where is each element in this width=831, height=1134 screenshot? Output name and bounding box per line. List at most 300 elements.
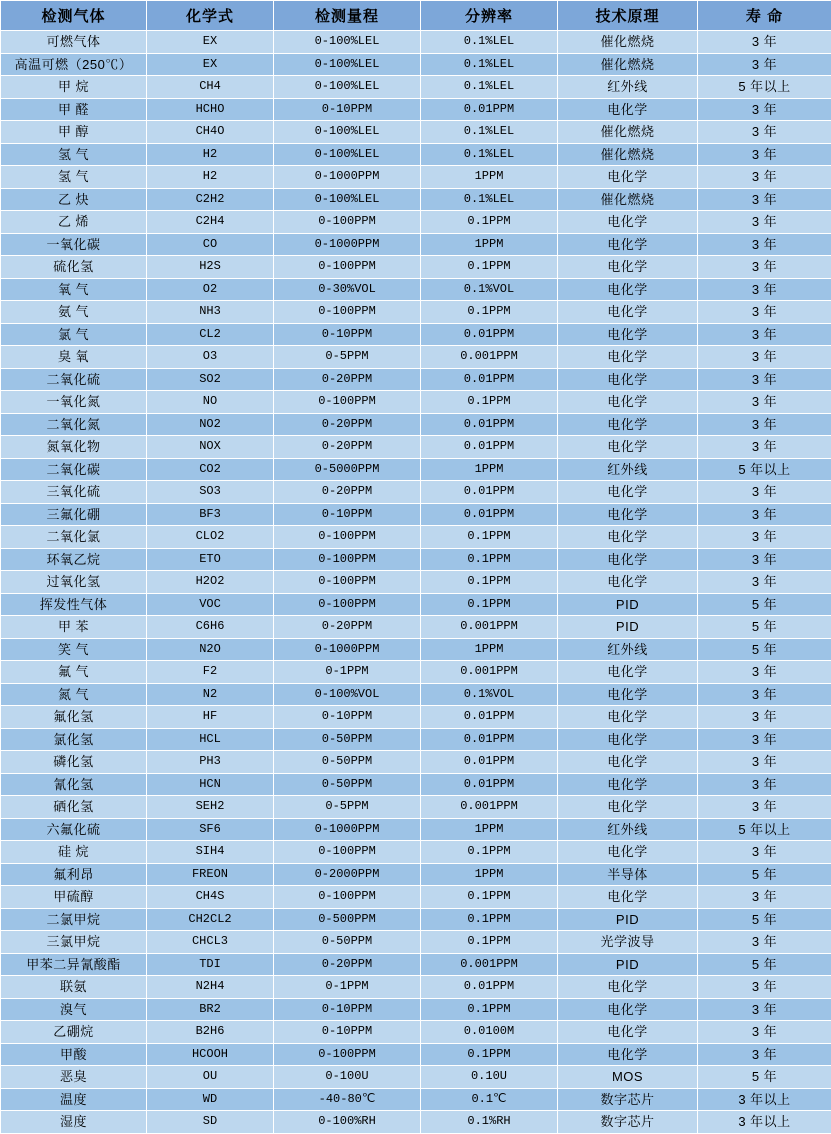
cell-gas: 二氯甲烷 — [1, 908, 147, 931]
cell-lifespan: 5 年 — [698, 616, 831, 639]
table-row — [1, 301, 831, 324]
cell-technology: 电化学 — [558, 503, 698, 526]
cell-lifespan: 5 年 — [698, 593, 831, 616]
cell-lifespan: 3 年 — [698, 796, 831, 819]
cell-gas: 挥发性气体 — [1, 593, 147, 616]
table-row — [1, 98, 831, 121]
cell-gas: 笑 气 — [1, 638, 147, 661]
cell-range: 0-5PPM — [274, 346, 421, 369]
cell-technology: 电化学 — [558, 1043, 698, 1066]
cell-gas: 三氧化硫 — [1, 481, 147, 504]
cell-gas: 氮 气 — [1, 683, 147, 706]
cell-resolution: 0.1%LEL — [421, 31, 558, 54]
cell-technology: 电化学 — [558, 796, 698, 819]
cell-technology: 电化学 — [558, 301, 698, 324]
cell-gas: 甲 醇 — [1, 121, 147, 144]
cell-technology: 电化学 — [558, 548, 698, 571]
cell-lifespan: 3 年 — [698, 571, 831, 594]
table-body — [1, 31, 831, 1134]
cell-gas: 甲 烷 — [1, 76, 147, 99]
cell-formula: C2H2 — [147, 188, 274, 211]
cell-lifespan: 3 年 — [698, 1021, 831, 1044]
cell-gas: 乙硼烷 — [1, 1021, 147, 1044]
cell-lifespan: 3 年 — [698, 211, 831, 234]
cell-lifespan: 5 年 — [698, 953, 831, 976]
cell-range: 0-100%LEL — [274, 53, 421, 76]
cell-lifespan: 3 年 — [698, 976, 831, 999]
cell-resolution: 0.01PPM — [421, 751, 558, 774]
table-row — [1, 53, 831, 76]
cell-range: 0-5000PPM — [274, 458, 421, 481]
table-row — [1, 458, 831, 481]
cell-range: 0-5PPM — [274, 796, 421, 819]
cell-technology: 电化学 — [558, 323, 698, 346]
cell-range: 0-100%LEL — [274, 188, 421, 211]
cell-technology: 催化燃烧 — [558, 31, 698, 54]
cell-formula: CO2 — [147, 458, 274, 481]
cell-technology: 电化学 — [558, 773, 698, 796]
cell-resolution: 0.10U — [421, 1066, 558, 1089]
cell-formula: CHCL3 — [147, 931, 274, 954]
cell-range: 0-100PPM — [274, 886, 421, 909]
cell-technology: PID — [558, 953, 698, 976]
table-row — [1, 728, 831, 751]
cell-technology: 电化学 — [558, 166, 698, 189]
cell-formula: TDI — [147, 953, 274, 976]
cell-lifespan: 3 年 — [698, 323, 831, 346]
column-header-range: 检测量程 — [274, 1, 421, 31]
cell-resolution: 0.001PPM — [421, 616, 558, 639]
cell-resolution: 0.1%LEL — [421, 143, 558, 166]
cell-gas: 甲 醛 — [1, 98, 147, 121]
cell-resolution: 0.1PPM — [421, 301, 558, 324]
cell-lifespan: 3 年 — [698, 728, 831, 751]
cell-resolution: 0.1%VOL — [421, 683, 558, 706]
cell-gas: 氟利昂 — [1, 863, 147, 886]
cell-formula: B2H6 — [147, 1021, 274, 1044]
cell-formula: H2 — [147, 143, 274, 166]
table-row — [1, 278, 831, 301]
cell-technology: 电化学 — [558, 571, 698, 594]
cell-technology: 半导体 — [558, 863, 698, 886]
cell-range: 0-100PPM — [274, 391, 421, 414]
cell-technology: 电化学 — [558, 751, 698, 774]
cell-range: 0-100PPM — [274, 211, 421, 234]
table-row — [1, 323, 831, 346]
cell-range: 0-20PPM — [274, 953, 421, 976]
cell-gas: 六氟化硫 — [1, 818, 147, 841]
cell-lifespan: 3 年 — [698, 886, 831, 909]
cell-technology: 电化学 — [558, 256, 698, 279]
cell-formula: ETO — [147, 548, 274, 571]
column-header-technology: 技术原理 — [558, 1, 698, 31]
cell-technology: 电化学 — [558, 233, 698, 256]
cell-technology: 光学波导 — [558, 931, 698, 954]
cell-resolution: 1PPM — [421, 458, 558, 481]
cell-range: 0-10PPM — [274, 1021, 421, 1044]
cell-range: 0-30%VOL — [274, 278, 421, 301]
cell-formula: CH2CL2 — [147, 908, 274, 931]
cell-formula: N2 — [147, 683, 274, 706]
cell-formula: CH4 — [147, 76, 274, 99]
cell-formula: HCHO — [147, 98, 274, 121]
table-header-row — [1, 1, 831, 31]
cell-lifespan: 3 年 — [698, 31, 831, 54]
cell-resolution: 0.1%LEL — [421, 188, 558, 211]
cell-lifespan: 3 年 — [698, 121, 831, 144]
cell-range: 0-1PPM — [274, 976, 421, 999]
cell-formula: SF6 — [147, 818, 274, 841]
cell-lifespan: 3 年 — [698, 188, 831, 211]
cell-range: 0-100PPM — [274, 548, 421, 571]
cell-range: 0-1000PPM — [274, 818, 421, 841]
table-row — [1, 503, 831, 526]
cell-technology: PID — [558, 908, 698, 931]
cell-range: 0-100PPM — [274, 841, 421, 864]
cell-range: 0-50PPM — [274, 728, 421, 751]
cell-resolution: 0.1PPM — [421, 526, 558, 549]
cell-gas: 二氧化碳 — [1, 458, 147, 481]
cell-lifespan: 3 年 — [698, 391, 831, 414]
cell-gas: 氯 气 — [1, 323, 147, 346]
cell-technology: 电化学 — [558, 413, 698, 436]
cell-lifespan: 3 年 — [698, 751, 831, 774]
cell-formula: H2S — [147, 256, 274, 279]
cell-formula: SO2 — [147, 368, 274, 391]
cell-lifespan: 3 年 — [698, 98, 831, 121]
cell-range: 0-1000PPM — [274, 166, 421, 189]
cell-gas: 甲 苯 — [1, 616, 147, 639]
cell-formula: O2 — [147, 278, 274, 301]
cell-resolution: 0.01PPM — [421, 773, 558, 796]
cell-resolution: 0.1PPM — [421, 998, 558, 1021]
column-header-resolution: 分辨率 — [421, 1, 558, 31]
cell-technology: 催化燃烧 — [558, 121, 698, 144]
cell-gas: 温度 — [1, 1088, 147, 1111]
cell-gas: 甲苯二异氰酸酯 — [1, 953, 147, 976]
cell-resolution: 1PPM — [421, 863, 558, 886]
cell-resolution: 0.1PPM — [421, 548, 558, 571]
cell-gas: 联氨 — [1, 976, 147, 999]
cell-gas: 湿度 — [1, 1111, 147, 1134]
cell-gas: 臭 氧 — [1, 346, 147, 369]
cell-resolution: 0.1%LEL — [421, 76, 558, 99]
cell-range: 0-100PPM — [274, 526, 421, 549]
cell-lifespan: 3 年 — [698, 368, 831, 391]
cell-resolution: 1PPM — [421, 233, 558, 256]
cell-gas: 二氧化氮 — [1, 413, 147, 436]
cell-formula: SO3 — [147, 481, 274, 504]
cell-lifespan: 3 年 — [698, 301, 831, 324]
cell-lifespan: 3 年 — [698, 773, 831, 796]
cell-technology: PID — [558, 593, 698, 616]
cell-range: 0-100PPM — [274, 256, 421, 279]
cell-range: 0-20PPM — [274, 368, 421, 391]
cell-formula: HCN — [147, 773, 274, 796]
cell-technology: 催化燃烧 — [558, 188, 698, 211]
column-header-lifespan: 寿 命 — [698, 1, 831, 31]
cell-formula: H2 — [147, 166, 274, 189]
cell-formula: WD — [147, 1088, 274, 1111]
cell-range: -40-80℃ — [274, 1088, 421, 1111]
cell-lifespan: 3 年 — [698, 548, 831, 571]
cell-gas: 过氧化氢 — [1, 571, 147, 594]
cell-resolution: 0.001PPM — [421, 796, 558, 819]
cell-formula: F2 — [147, 661, 274, 684]
cell-lifespan: 3 年 — [698, 346, 831, 369]
cell-resolution: 0.1PPM — [421, 593, 558, 616]
table-row — [1, 1043, 831, 1066]
cell-formula: CH4S — [147, 886, 274, 909]
cell-lifespan: 3 年以上 — [698, 1111, 831, 1134]
table-row — [1, 256, 831, 279]
cell-lifespan: 3 年 — [698, 841, 831, 864]
cell-range: 0-100%LEL — [274, 143, 421, 166]
cell-range: 0-1000PPM — [274, 233, 421, 256]
table-row — [1, 818, 831, 841]
table-row — [1, 706, 831, 729]
table-row — [1, 953, 831, 976]
cell-range: 0-100U — [274, 1066, 421, 1089]
cell-technology: 电化学 — [558, 728, 698, 751]
cell-gas: 氧 气 — [1, 278, 147, 301]
cell-technology: 电化学 — [558, 976, 698, 999]
cell-technology: 电化学 — [558, 886, 698, 909]
cell-range: 0-100%LEL — [274, 31, 421, 54]
table-row — [1, 638, 831, 661]
cell-gas: 二氧化氯 — [1, 526, 147, 549]
cell-formula: PH3 — [147, 751, 274, 774]
cell-formula: OU — [147, 1066, 274, 1089]
cell-gas: 二氧化硫 — [1, 368, 147, 391]
cell-range: 0-500PPM — [274, 908, 421, 931]
table-row — [1, 998, 831, 1021]
cell-lifespan: 3 年 — [698, 1043, 831, 1066]
cell-technology: PID — [558, 616, 698, 639]
cell-range: 0-10PPM — [274, 323, 421, 346]
cell-gas: 溴气 — [1, 998, 147, 1021]
cell-resolution: 0.1PPM — [421, 908, 558, 931]
cell-lifespan: 3 年 — [698, 278, 831, 301]
table-row — [1, 391, 831, 414]
cell-gas: 高温可燃（250℃） — [1, 53, 147, 76]
table-row — [1, 526, 831, 549]
cell-gas: 三氯甲烷 — [1, 931, 147, 954]
table-row — [1, 143, 831, 166]
cell-resolution: 0.1PPM — [421, 1043, 558, 1066]
table-row — [1, 571, 831, 594]
cell-range: 0-100%RH — [274, 1111, 421, 1134]
cell-gas: 三氟化硼 — [1, 503, 147, 526]
cell-range: 0-50PPM — [274, 931, 421, 954]
cell-gas: 氢 气 — [1, 166, 147, 189]
cell-gas: 恶臭 — [1, 1066, 147, 1089]
cell-lifespan: 5 年以上 — [698, 458, 831, 481]
cell-formula: EX — [147, 31, 274, 54]
cell-resolution: 0.01PPM — [421, 503, 558, 526]
cell-gas: 氰化氢 — [1, 773, 147, 796]
cell-gas: 氟化氢 — [1, 706, 147, 729]
table-row — [1, 841, 831, 864]
cell-lifespan: 3 年 — [698, 143, 831, 166]
cell-formula: CL2 — [147, 323, 274, 346]
cell-resolution: 1PPM — [421, 818, 558, 841]
table-row — [1, 1088, 831, 1111]
cell-technology: MOS — [558, 1066, 698, 1089]
cell-range: 0-50PPM — [274, 751, 421, 774]
table-row — [1, 863, 831, 886]
cell-gas: 氟 气 — [1, 661, 147, 684]
cell-range: 0-100%VOL — [274, 683, 421, 706]
cell-range: 0-20PPM — [274, 481, 421, 504]
cell-resolution: 1PPM — [421, 166, 558, 189]
table-row — [1, 796, 831, 819]
cell-gas: 硫化氢 — [1, 256, 147, 279]
cell-gas: 一氧化碳 — [1, 233, 147, 256]
cell-technology: 数字芯片 — [558, 1088, 698, 1111]
cell-resolution: 0.001PPM — [421, 346, 558, 369]
cell-technology: 电化学 — [558, 391, 698, 414]
cell-formula: NO — [147, 391, 274, 414]
cell-resolution: 0.1PPM — [421, 211, 558, 234]
cell-lifespan: 5 年以上 — [698, 76, 831, 99]
cell-lifespan: 3 年 — [698, 931, 831, 954]
cell-resolution: 0.1PPM — [421, 256, 558, 279]
cell-range: 0-2000PPM — [274, 863, 421, 886]
cell-technology: 电化学 — [558, 1021, 698, 1044]
cell-gas: 乙 烯 — [1, 211, 147, 234]
cell-technology: 电化学 — [558, 481, 698, 504]
cell-range: 0-1000PPM — [274, 638, 421, 661]
table-row — [1, 683, 831, 706]
cell-resolution: 1PPM — [421, 638, 558, 661]
cell-formula: N2O — [147, 638, 274, 661]
cell-resolution: 0.01PPM — [421, 481, 558, 504]
cell-range: 0-50PPM — [274, 773, 421, 796]
cell-technology: 红外线 — [558, 818, 698, 841]
column-header-gas: 检测气体 — [1, 1, 147, 31]
cell-lifespan: 3 年 — [698, 166, 831, 189]
cell-resolution: 0.1℃ — [421, 1088, 558, 1111]
table-row — [1, 1021, 831, 1044]
cell-gas: 氨 气 — [1, 301, 147, 324]
cell-lifespan: 3 年 — [698, 436, 831, 459]
cell-formula: SEH2 — [147, 796, 274, 819]
table-row — [1, 661, 831, 684]
cell-resolution: 0.01PPM — [421, 728, 558, 751]
cell-resolution: 0.001PPM — [421, 661, 558, 684]
table-row — [1, 346, 831, 369]
cell-formula: HCOOH — [147, 1043, 274, 1066]
table-row — [1, 188, 831, 211]
cell-formula: NOX — [147, 436, 274, 459]
cell-resolution: 0.01PPM — [421, 976, 558, 999]
table-row — [1, 31, 831, 54]
cell-formula: BF3 — [147, 503, 274, 526]
cell-lifespan: 3 年 — [698, 233, 831, 256]
cell-technology: 电化学 — [558, 998, 698, 1021]
cell-range: 0-10PPM — [274, 998, 421, 1021]
cell-range: 0-100%LEL — [274, 76, 421, 99]
cell-lifespan: 3 年 — [698, 526, 831, 549]
cell-lifespan: 3 年 — [698, 683, 831, 706]
cell-gas: 硒化氢 — [1, 796, 147, 819]
cell-formula: NH3 — [147, 301, 274, 324]
cell-range: 0-20PPM — [274, 436, 421, 459]
cell-formula: CH4O — [147, 121, 274, 144]
table-row — [1, 773, 831, 796]
cell-technology: 电化学 — [558, 661, 698, 684]
cell-gas: 硅 烷 — [1, 841, 147, 864]
cell-technology: 电化学 — [558, 211, 698, 234]
cell-technology: 电化学 — [558, 841, 698, 864]
cell-formula: SD — [147, 1111, 274, 1134]
cell-lifespan: 5 年 — [698, 863, 831, 886]
cell-formula: VOC — [147, 593, 274, 616]
cell-technology: 电化学 — [558, 436, 698, 459]
cell-lifespan: 3 年以上 — [698, 1088, 831, 1111]
cell-lifespan: 3 年 — [698, 256, 831, 279]
cell-formula: H2O2 — [147, 571, 274, 594]
table-row — [1, 593, 831, 616]
cell-lifespan: 5 年 — [698, 908, 831, 931]
cell-resolution: 0.1PPM — [421, 841, 558, 864]
cell-gas: 甲酸 — [1, 1043, 147, 1066]
cell-resolution: 0.01PPM — [421, 323, 558, 346]
cell-formula: EX — [147, 53, 274, 76]
cell-resolution: 0.001PPM — [421, 953, 558, 976]
cell-technology: 电化学 — [558, 368, 698, 391]
cell-range: 0-20PPM — [274, 413, 421, 436]
cell-technology: 电化学 — [558, 706, 698, 729]
cell-lifespan: 3 年 — [698, 503, 831, 526]
column-header-formula: 化学式 — [147, 1, 274, 31]
table-row — [1, 976, 831, 999]
cell-technology: 催化燃烧 — [558, 53, 698, 76]
table-row — [1, 76, 831, 99]
cell-resolution: 0.1%LEL — [421, 53, 558, 76]
cell-lifespan: 3 年 — [698, 706, 831, 729]
cell-resolution: 0.1PPM — [421, 391, 558, 414]
cell-gas: 环氧乙烷 — [1, 548, 147, 571]
table-row — [1, 368, 831, 391]
table-row — [1, 616, 831, 639]
table-row — [1, 481, 831, 504]
cell-formula: NO2 — [147, 413, 274, 436]
table-row — [1, 908, 831, 931]
table-row — [1, 413, 831, 436]
cell-technology: 红外线 — [558, 76, 698, 99]
cell-formula: HF — [147, 706, 274, 729]
cell-technology: 红外线 — [558, 638, 698, 661]
table-row — [1, 211, 831, 234]
cell-range: 0-100PPM — [274, 571, 421, 594]
cell-formula: BR2 — [147, 998, 274, 1021]
table-row — [1, 931, 831, 954]
cell-range: 0-1PPM — [274, 661, 421, 684]
table-row — [1, 751, 831, 774]
cell-range: 0-100PPM — [274, 301, 421, 324]
cell-technology: 电化学 — [558, 346, 698, 369]
cell-formula: SIH4 — [147, 841, 274, 864]
table-row — [1, 436, 831, 459]
cell-range: 0-100PPM — [274, 1043, 421, 1066]
cell-technology: 电化学 — [558, 98, 698, 121]
table-row — [1, 1111, 831, 1134]
cell-technology: 红外线 — [558, 458, 698, 481]
cell-resolution: 0.1%RH — [421, 1111, 558, 1134]
cell-range: 0-100PPM — [274, 593, 421, 616]
